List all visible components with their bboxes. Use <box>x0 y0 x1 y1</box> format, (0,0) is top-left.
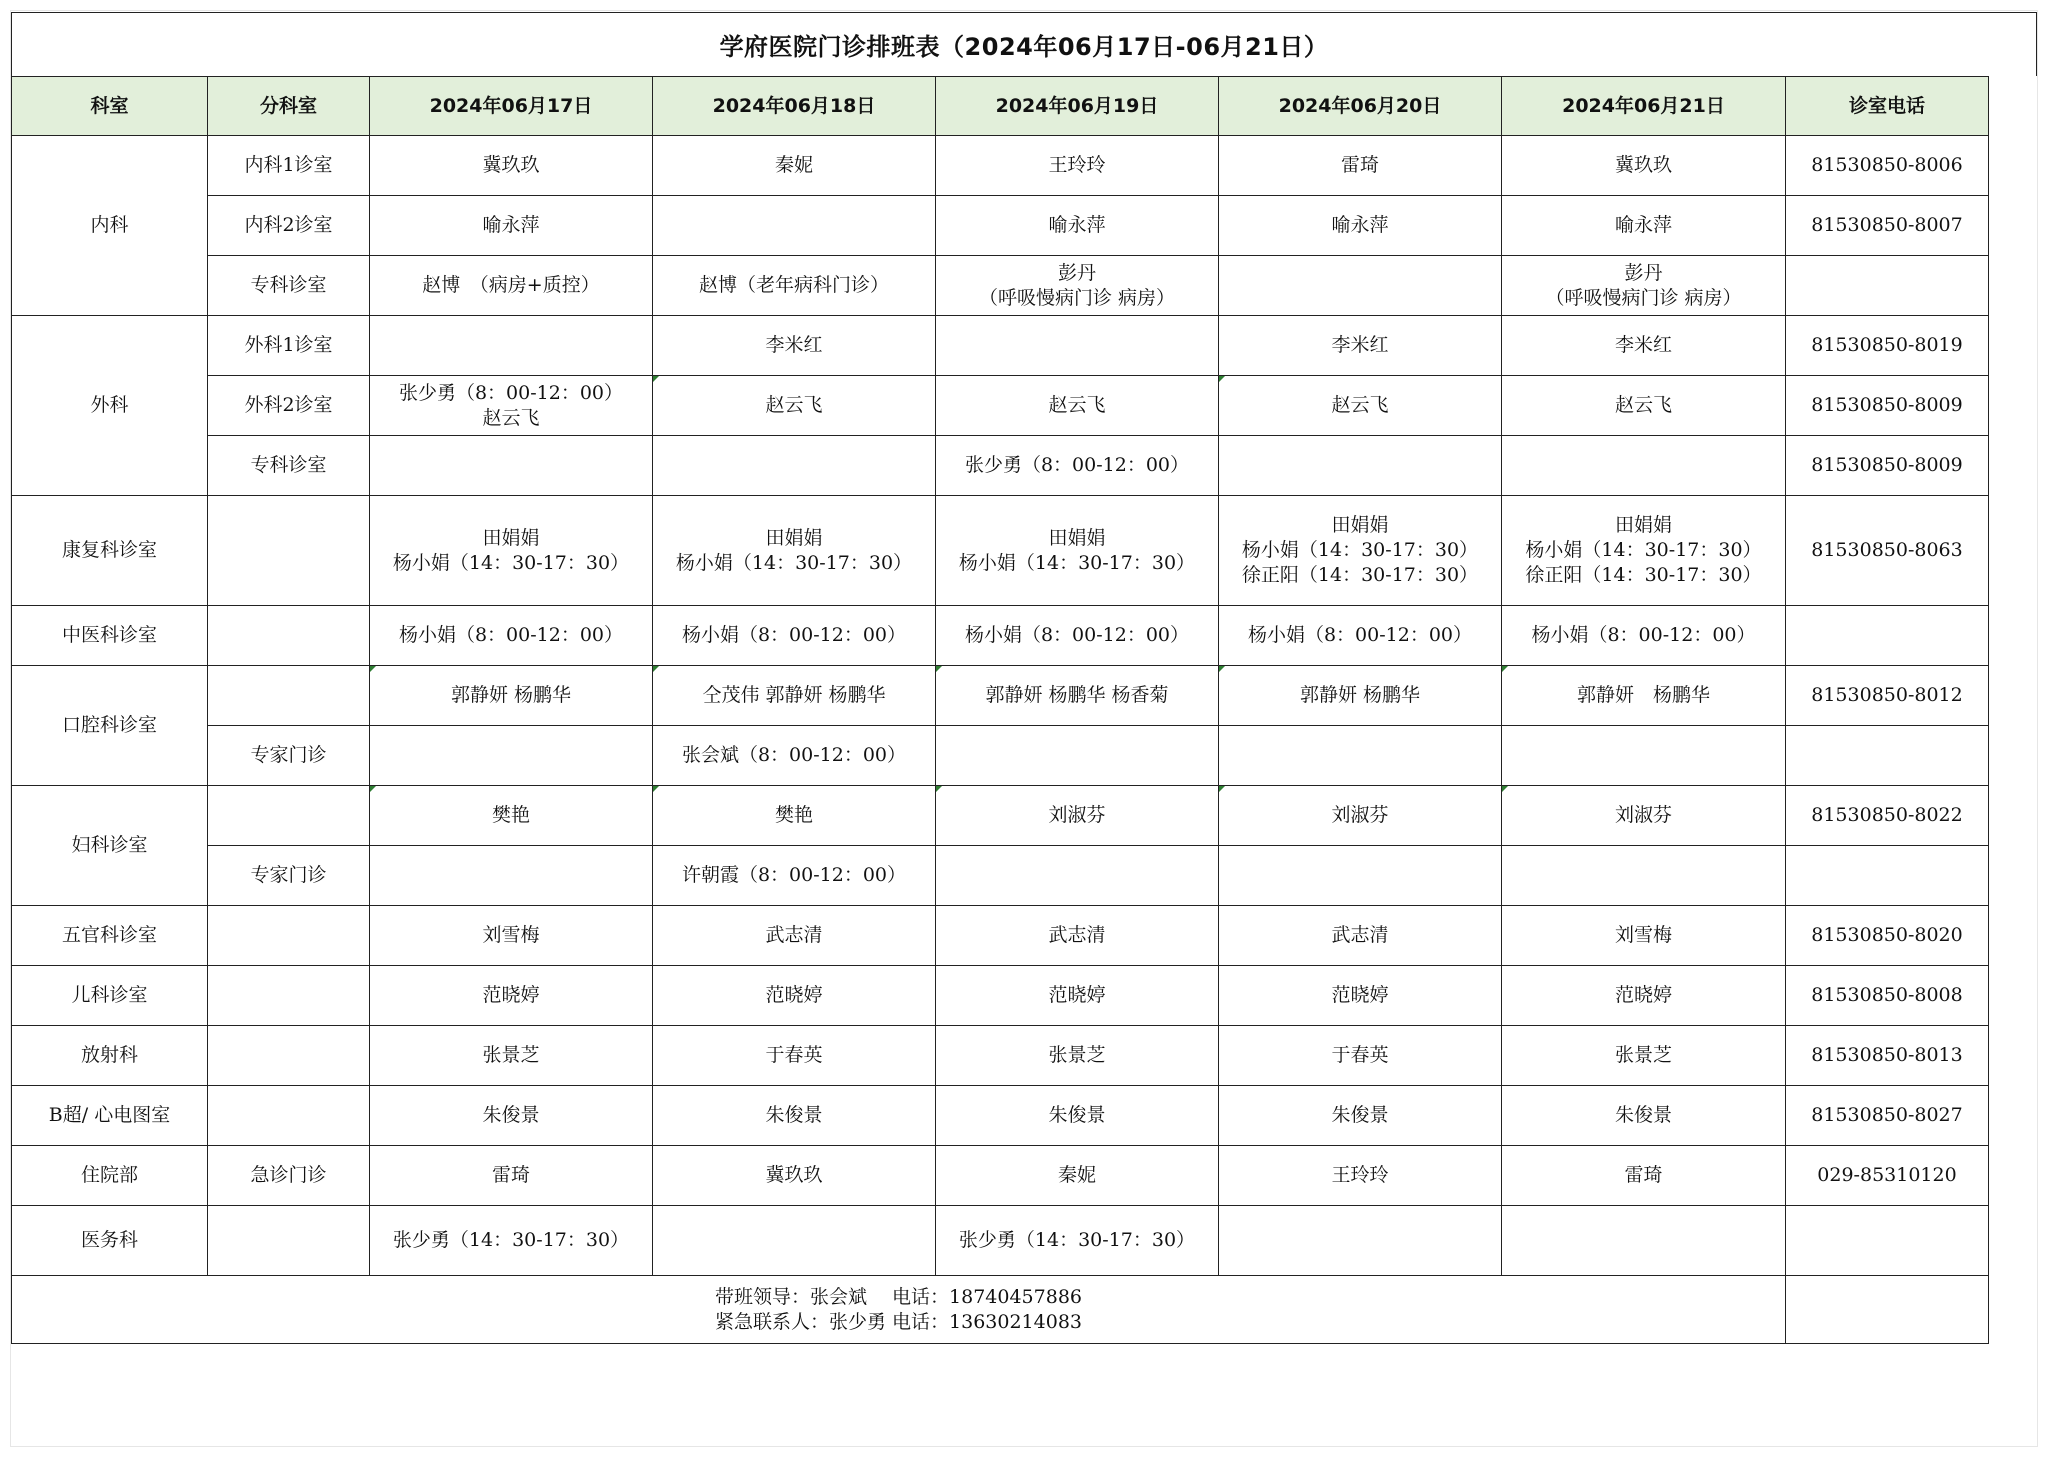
schedule-cell: 赵云飞 <box>1219 376 1502 436</box>
phone-cell: 81530850-8063 <box>1786 496 1989 606</box>
schedule-cell: 郭静妍 杨鹏华 <box>1219 666 1502 726</box>
table-row <box>12 1026 1989 1086</box>
table-row <box>12 1206 1989 1276</box>
header-row <box>12 77 1989 136</box>
schedule-cell <box>936 726 1219 786</box>
schedule-cell: 朱俊景 <box>653 1086 936 1146</box>
schedule-cell: 朱俊景 <box>936 1086 1219 1146</box>
schedule-cell <box>936 316 1219 376</box>
schedule-cell: 喻永萍 <box>1219 196 1502 256</box>
schedule-cell <box>936 496 1219 606</box>
schedule-cell <box>1502 1206 1786 1276</box>
schedule-cell <box>1502 256 1786 316</box>
schedule-line: 杨小娟（14：30-17：30） <box>675 551 913 574</box>
schedule-cell <box>370 846 653 906</box>
dept-cell: 儿科诊室 <box>12 966 208 1026</box>
subdept-cell: 专家门诊 <box>208 846 370 906</box>
subdept-cell <box>208 906 370 966</box>
phone-cell <box>1786 846 1989 906</box>
phone-cell <box>1786 256 1989 316</box>
dept-cell: 中医科诊室 <box>12 606 208 666</box>
schedule-cell <box>1219 496 1502 606</box>
schedule-cell: 赵云飞 <box>936 376 1219 436</box>
subdept-cell <box>208 1206 370 1276</box>
col-header-dept: 科室 <box>12 77 208 136</box>
schedule-cell: 杨小娟（8：00-12：00） <box>1219 606 1502 666</box>
table-row <box>12 666 1989 726</box>
table-row <box>12 496 1989 606</box>
schedule-cell: 武志清 <box>936 906 1219 966</box>
subdept-cell <box>208 1026 370 1086</box>
schedule-cell: 张少勇（14：30-17：30） <box>370 1206 653 1276</box>
table-row <box>12 906 1989 966</box>
subdept-cell: 内科1诊室 <box>208 136 370 196</box>
schedule-cell <box>936 256 1219 316</box>
schedule-cell: 郭静妍 杨鹏华 <box>1502 666 1786 726</box>
schedule-cell: 于春英 <box>1219 1026 1502 1086</box>
schedule-cell: 范晓婷 <box>1502 966 1786 1026</box>
schedule-cell: 刘淑芬 <box>936 786 1219 846</box>
schedule-cell <box>653 1206 936 1276</box>
table-row <box>12 606 1989 666</box>
schedule-cell <box>1502 846 1786 906</box>
table-row <box>12 726 1989 786</box>
schedule-cell: 仝茂伟 郭静妍 杨鹏华 <box>653 666 936 726</box>
dept-cell: 妇科诊室 <box>12 786 208 906</box>
schedule-cell <box>653 436 936 496</box>
schedule-line: 彭丹 <box>1624 261 1663 284</box>
phone-cell: 81530850-8022 <box>1786 786 1989 846</box>
schedule-cell: 刘淑芬 <box>1219 786 1502 846</box>
phone-cell: 81530850-8019 <box>1786 316 1989 376</box>
subdept-cell: 专科诊室 <box>208 436 370 496</box>
schedule-cell <box>1502 436 1786 496</box>
schedule-cell: 刘雪梅 <box>1502 906 1786 966</box>
schedule-cell: 范晓婷 <box>653 966 936 1026</box>
phone-cell <box>1786 1206 1989 1276</box>
schedule-cell: 秦妮 <box>653 136 936 196</box>
subdept-cell <box>208 786 370 846</box>
phone-cell: 029-85310120 <box>1786 1146 1989 1206</box>
schedule-cell: 李米红 <box>1502 316 1786 376</box>
schedule-cell <box>1219 846 1502 906</box>
dept-cell: 口腔科诊室 <box>12 666 208 786</box>
dept-cell: 住院部 <box>12 1146 208 1206</box>
schedule-line: 田娟娟 <box>482 526 540 549</box>
schedule-cell: 张少勇（8：00-12：00） <box>936 436 1219 496</box>
subdept-cell: 专家门诊 <box>208 726 370 786</box>
schedule-cell: 雷琦 <box>1219 136 1502 196</box>
schedule-cell: 武志清 <box>1219 906 1502 966</box>
table-row <box>12 256 1989 316</box>
dept-cell: 五官科诊室 <box>12 906 208 966</box>
schedule-line: （呼吸慢病门诊 病房） <box>978 286 1176 309</box>
col-header-phone: 诊室电话 <box>1786 77 1989 136</box>
table-row <box>12 136 1989 196</box>
subdept-cell: 外科1诊室 <box>208 316 370 376</box>
schedule-cell: 樊艳 <box>370 786 653 846</box>
phone-cell: 81530850-8020 <box>1786 906 1989 966</box>
schedule-cell <box>370 316 653 376</box>
subdept-cell <box>208 966 370 1026</box>
schedule-cell: 刘淑芬 <box>1502 786 1786 846</box>
schedule-line: 彭丹 <box>1057 261 1096 284</box>
table-row <box>12 786 1989 846</box>
schedule-cell: 雷琦 <box>1502 1146 1786 1206</box>
phone-cell: 81530850-8009 <box>1786 436 1989 496</box>
schedule-cell <box>370 496 653 606</box>
schedule-cell: 张景芝 <box>1502 1026 1786 1086</box>
schedule-cell <box>370 726 653 786</box>
schedule-cell: 冀玖玖 <box>1502 136 1786 196</box>
phone-cell <box>1786 726 1989 786</box>
subdept-cell: 内科2诊室 <box>208 196 370 256</box>
col-header-date: 2024年06月17日 <box>370 77 653 136</box>
schedule-cell <box>1219 436 1502 496</box>
schedule-cell: 朱俊景 <box>1502 1086 1786 1146</box>
emergency-contact-line: 紧急联系人：张少勇 电话：13630214083 <box>714 1310 1082 1333</box>
dept-cell: 内科 <box>12 136 208 316</box>
schedule-cell: 杨小娟（8：00-12：00） <box>1502 606 1786 666</box>
schedule-cell: 喻永萍 <box>370 196 653 256</box>
table-row <box>12 966 1989 1026</box>
schedule-cell: 张会斌（8：00-12：00） <box>653 726 936 786</box>
col-header-subdept: 分科室 <box>208 77 370 136</box>
schedule-line: （呼吸慢病门诊 病房） <box>1545 286 1742 309</box>
schedule-cell: 朱俊景 <box>1219 1086 1502 1146</box>
dept-cell: 放射科 <box>12 1026 208 1086</box>
schedule-cell: 朱俊景 <box>370 1086 653 1146</box>
dept-cell: 医务科 <box>12 1206 208 1276</box>
schedule-line: 杨小娟（14：30-17：30） <box>958 551 1196 574</box>
schedule-line: 张少勇（8：00-12：00） <box>398 381 624 404</box>
schedule-cell: 赵云飞 <box>1502 376 1786 436</box>
duty-leader-line: 带班领导：张会斌 电话：18740457886 <box>714 1285 1082 1308</box>
schedule-cell: 冀玖玖 <box>370 136 653 196</box>
schedule-cell: 刘雪梅 <box>370 906 653 966</box>
table-row <box>12 376 1989 436</box>
phone-cell: 81530850-8009 <box>1786 376 1989 436</box>
schedule-cell: 王玲玲 <box>936 136 1219 196</box>
schedule-cell <box>1502 496 1786 606</box>
schedule-cell: 冀玖玖 <box>653 1146 936 1206</box>
page-title: 学府医院门诊排班表（2024年06月17日-06月21日） <box>11 12 2037 76</box>
schedule-line: 田娟娟 <box>1614 514 1672 536</box>
schedule-cell: 郭静妍 杨鹏华 <box>370 666 653 726</box>
col-header-date: 2024年06月21日 <box>1502 77 1786 136</box>
footer-right-cell <box>1786 1276 1989 1344</box>
table-row <box>12 1086 1989 1146</box>
schedule-cell: 赵云飞 <box>653 376 936 436</box>
schedule-cell: 武志清 <box>653 906 936 966</box>
schedule-cell: 范晓婷 <box>1219 966 1502 1026</box>
schedule-cell: 许朝霞（8：00-12：00） <box>653 846 936 906</box>
schedule-cell: 杨小娟（8：00-12：00） <box>370 606 653 666</box>
table-row <box>12 846 1989 906</box>
schedule-cell <box>653 196 936 256</box>
dept-cell: 外科 <box>12 316 208 496</box>
schedule-cell: 李米红 <box>653 316 936 376</box>
schedule-cell: 赵博（老年病科门诊） <box>653 256 936 316</box>
schedule-line: 赵云飞 <box>482 406 540 429</box>
phone-cell <box>1786 606 1989 666</box>
schedule-line: 田娟娟 <box>765 526 823 549</box>
contact-info <box>12 1276 1786 1344</box>
schedule-line: 田娟娟 <box>1331 514 1389 536</box>
subdept-cell <box>208 606 370 666</box>
schedule-cell: 范晓婷 <box>936 966 1219 1026</box>
schedule-line: 田娟娟 <box>1048 526 1106 549</box>
schedule-cell <box>370 436 653 496</box>
schedule-cell: 喻永萍 <box>1502 196 1786 256</box>
schedule-cell: 秦妮 <box>936 1146 1219 1206</box>
schedule-cell: 杨小娟（8：00-12：00） <box>653 606 936 666</box>
footer-row <box>12 1276 1989 1344</box>
schedule-cell <box>1219 256 1502 316</box>
subdept-cell <box>208 666 370 726</box>
schedule-cell <box>1219 1206 1502 1276</box>
dept-cell: B超/ 心电图室 <box>12 1086 208 1146</box>
schedule-cell <box>1502 726 1786 786</box>
schedule-line: 杨小娟（14：30-17：30） <box>392 551 630 574</box>
table-row <box>12 196 1989 256</box>
dept-cell: 康复科诊室 <box>12 496 208 606</box>
subdept-cell: 急诊门诊 <box>208 1146 370 1206</box>
schedule-cell: 王玲玲 <box>1219 1146 1502 1206</box>
phone-cell: 81530850-8012 <box>1786 666 1989 726</box>
phone-cell: 81530850-8007 <box>1786 196 1989 256</box>
schedule-cell: 于春英 <box>653 1026 936 1086</box>
schedule-cell: 张景芝 <box>936 1026 1219 1086</box>
phone-cell: 81530850-8027 <box>1786 1086 1989 1146</box>
subdept-cell: 外科2诊室 <box>208 376 370 436</box>
phone-cell: 81530850-8006 <box>1786 136 1989 196</box>
schedule-cell: 范晓婷 <box>370 966 653 1026</box>
schedule-cell: 张少勇（14：30-17：30） <box>936 1206 1219 1276</box>
schedule-cell <box>653 496 936 606</box>
schedule-cell <box>936 846 1219 906</box>
schedule-cell: 喻永萍 <box>936 196 1219 256</box>
col-header-date: 2024年06月20日 <box>1219 77 1502 136</box>
schedule-cell: 雷琦 <box>370 1146 653 1206</box>
table-row <box>12 1146 1989 1206</box>
schedule-cell: 樊艳 <box>653 786 936 846</box>
schedule-line: 杨小娟（14：30-17：30） <box>1525 539 1762 561</box>
subdept-cell <box>208 1086 370 1146</box>
phone-cell: 81530850-8008 <box>1786 966 1989 1026</box>
table-row <box>12 316 1989 376</box>
schedule-cell: 杨小娟（8：00-12：00） <box>936 606 1219 666</box>
schedule-cell: 张景芝 <box>370 1026 653 1086</box>
col-header-date: 2024年06月19日 <box>936 77 1219 136</box>
schedule-line: 杨小娟（14：30-17：30） <box>1241 539 1479 561</box>
schedule-cell <box>1219 726 1502 786</box>
schedule-cell <box>370 376 653 436</box>
subdept-cell: 专科诊室 <box>208 256 370 316</box>
schedule-cell: 赵博 （病房+质控） <box>370 256 653 316</box>
table-row <box>12 436 1989 496</box>
schedule-line: 徐正阳（14：30-17：30） <box>1525 564 1762 586</box>
subdept-cell <box>208 496 370 606</box>
schedule-cell: 郭静妍 杨鹏华 杨香菊 <box>936 666 1219 726</box>
schedule-line: 徐正阳（14：30-17：30） <box>1241 564 1479 586</box>
phone-cell: 81530850-8013 <box>1786 1026 1989 1086</box>
schedule-table <box>11 76 1989 1344</box>
col-header-date: 2024年06月18日 <box>653 77 936 136</box>
schedule-cell: 李米红 <box>1219 316 1502 376</box>
